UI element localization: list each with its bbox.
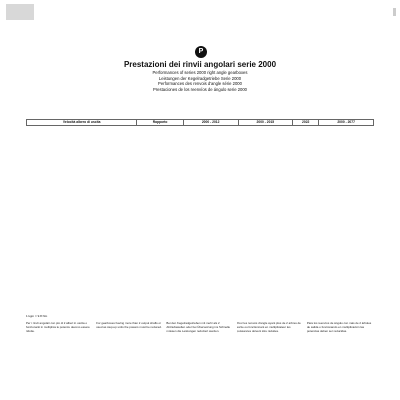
col-header-group-4: 2000 - 2077 bbox=[319, 120, 374, 126]
notes-columns bbox=[26, 322, 374, 388]
performance-table bbox=[26, 119, 374, 126]
page-marker bbox=[393, 8, 396, 16]
title-block bbox=[0, 60, 400, 92]
note-it: Per i rinvii angolari con più di 2 alberi in uscita o funzionanti in moltiplica le potenze devono essere ridotte. bbox=[26, 322, 90, 333]
page-title: Prestazioni dei rinvii angolari serie 2000 bbox=[123, 60, 277, 69]
note-en: For gearboxes having more than 2 output shafts or used as step-up units the powers must be reduced. bbox=[96, 322, 162, 329]
title-de: Leistungen der Kegelradgetriebe Serie 2000 bbox=[158, 75, 242, 81]
col-header-group-2: 2000 - 2015 bbox=[238, 120, 293, 126]
note-es: Para los reenvíos de ángulo con más de 2 árboles de salida o funcionando en multiplicación las potencias deben ser reducidas. bbox=[306, 322, 372, 333]
col-header-group-1: 2000 - 2012 bbox=[183, 120, 238, 126]
note-fr: Pour les renvois d'angle ayant plus de 2 arbres de sortie ou fonctionnant en multiplicateur les puissances doivent être réduites. bbox=[236, 322, 301, 333]
performance-table-wrapper bbox=[26, 113, 374, 311]
title-fr: Performances des renvois d'angle série 2000 bbox=[158, 81, 242, 87]
logo bbox=[6, 4, 34, 20]
col-header-group-3: 2022 bbox=[293, 120, 319, 126]
note-de: Bei den Kegelradgetrieben mit mehr als 2 Abtriebswellen oder bei Übersetzung ins Schnelle müssen die Leistungen reduziert werden. bbox=[166, 322, 231, 333]
title-en: Performances of series 2000 right angle gearboxes bbox=[152, 70, 248, 75]
brand-logo-icon: P bbox=[195, 46, 207, 58]
footnote: 1 kgm = 9.8 Nm bbox=[26, 314, 48, 318]
col-header-ratio: Rapporto bbox=[137, 120, 183, 126]
title-es: Prestaciones de los reenvíos de ángulo serie 2000 bbox=[152, 86, 248, 92]
col-header-output-speed: Velocità albero di uscita bbox=[27, 120, 137, 126]
